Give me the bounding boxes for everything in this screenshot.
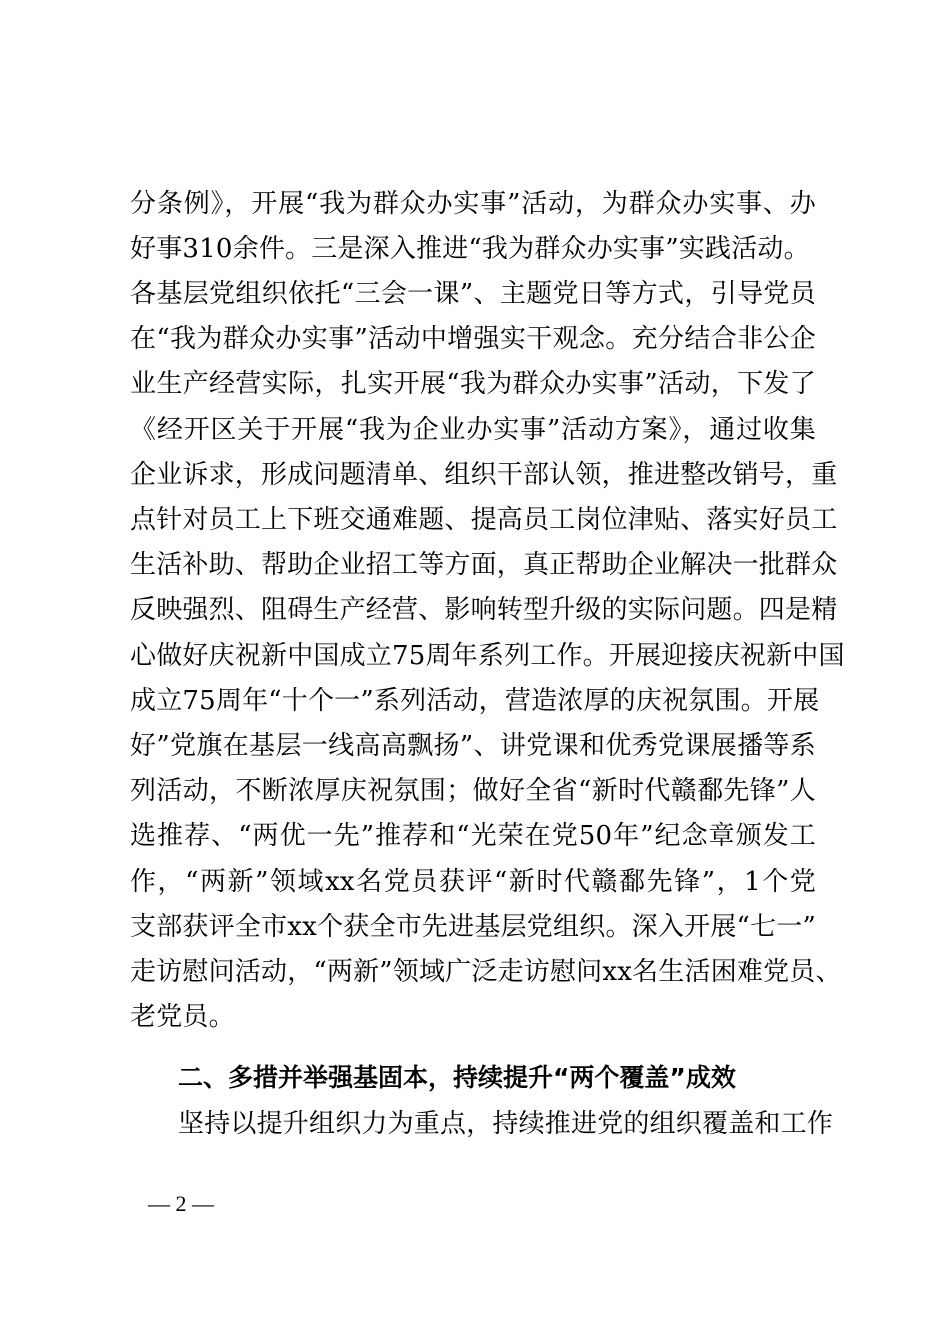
body-text-line: 坚持以提升组织力为重点，持续推进党的组织覆盖和工作	[178, 1109, 834, 1139]
body-text-line: 好事310余件。三是深入推进“我为群众办实事”实践活动。	[130, 234, 810, 264]
body-text-line: 在“我为群众办实事”活动中增强实干观念。充分结合非公企	[130, 324, 816, 354]
body-text-line: 各基层党组织依托“三会一课”、主题党日等方式，引导党员	[130, 279, 816, 309]
body-text-line: 生活补助、帮助企业招工等方面，真正帮助企业解决一批群众	[130, 550, 838, 580]
body-text-line: 列活动，不断浓厚庆祝氛围；做好全省“新时代赣鄱先锋”人	[130, 776, 816, 806]
body-text-line: 业生产经营实际，扎实开展“我为群众办实事”活动，下发了	[130, 369, 816, 399]
body-text-line: 走访慰问活动，“两新”领域广泛走访慰问xx名生活困难党员、	[130, 957, 842, 987]
body-text-line: 企业诉求，形成问题清单、组织干部认领，推进整改销号，重	[130, 460, 838, 490]
section-heading: 二、多措并举强基固本，持续提升“两个覆盖”成效	[178, 1063, 736, 1092]
body-text-line: 成立75周年“十个一”系列活动，营造浓厚的庆祝氛围。开展	[130, 686, 820, 716]
body-text-line: 《经开区关于开展“我为企业办实事”活动方案》，通过收集	[130, 415, 816, 445]
body-text-line: 选推荐、“两优一先”推荐和“光荣在党50年”纪念章颁发工	[130, 821, 816, 851]
body-text-line: 老党员。	[130, 1002, 235, 1032]
body-text-line: 心做好庆祝新中国成立75周年系列工作。开展迎接庆祝新中国	[130, 641, 845, 671]
body-text-line: 支部获评全市xx个获全市先进基层党组织。深入开展“七一”	[130, 912, 816, 942]
body-text-line: 分条例》，开展“我为群众办实事”活动，为群众办实事、办	[130, 189, 816, 219]
body-text-line: 作，“两新”领域xx名党员获评“新时代赣鄱先锋”，1个党	[130, 867, 816, 897]
page-number: — 2 —	[148, 1191, 214, 1216]
body-text-line: 点针对员工上下班交通难题、提高员工岗位津贴、落实好员工	[130, 505, 838, 535]
body-text-line: 好”党旗在基层一线高高飘扬”、讲党课和优秀党课展播等系	[130, 731, 816, 761]
body-text-line: 反映强烈、阻碍生产经营、影响转型升级的实际问题。四是精	[130, 595, 838, 625]
